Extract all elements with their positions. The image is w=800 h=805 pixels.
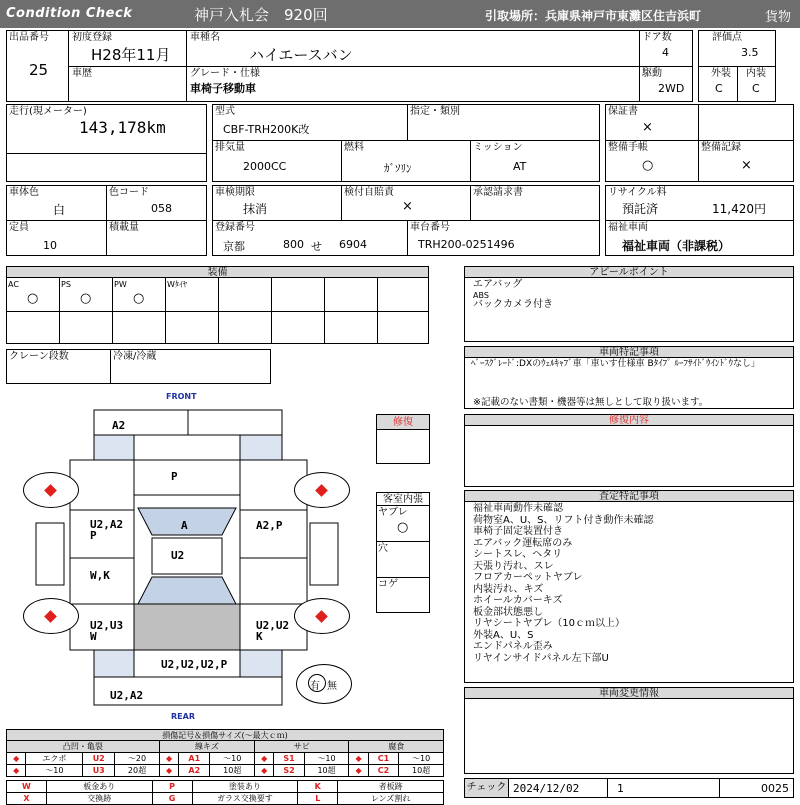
special-line2: ※記載のない書類・機器等は無しとして取り扱います。 [473, 397, 709, 408]
warranty-box: 保証書 × [605, 104, 699, 141]
legend-marker-icon: ◆ [349, 765, 368, 777]
model-box: 型式 CBF-TRH200K改 [212, 104, 408, 141]
front-label: FRONT [166, 392, 197, 401]
mileage-extra-box [6, 153, 207, 182]
plate-kana: せ [311, 240, 322, 253]
designation-box: 指定・類別 [407, 104, 600, 141]
cabin-title: 客室内張 [377, 493, 429, 506]
recycle-fee: 11,420円 [712, 202, 766, 216]
exterior-grade: C [715, 82, 723, 95]
interior-box: 内装 C [737, 66, 776, 102]
inspection-box: 車検期限 抹消 [212, 185, 342, 221]
inspection-notes-list: 福祉車両動作未確認 荷物室A、U、S、リフト付き動作未確認 車椅子固定装置付き エアバック運転席のみ シートスレ、ヘタリ 天張り汚れ、スレ フロアカーペットヤブレ 内装汚れ、キズ ホイールカバーキズ 板金部状態悪し リヤシートヤブレ（10ｃｍ以上） 外装A、U、S エンドパネル歪み リヤインサイドパネル左下部U [473, 503, 654, 664]
inspection-notes-box [464, 490, 794, 683]
repair-detail-title: 修復内容 [465, 415, 793, 426]
model: CBF-TRH200K改 [223, 123, 310, 136]
chassis-number: TRH200-0251496 [418, 238, 515, 251]
check-date: 2024/12/02 [513, 782, 580, 795]
plate-region: 京都 [223, 240, 245, 253]
maintenance-book-box: 整備手帳 ○ [605, 140, 699, 182]
car-name: ハイエースバン [249, 46, 353, 64]
color-box: 車体色 白 [6, 185, 107, 221]
check-code: 0025 [761, 782, 789, 795]
legend-marker-icon: ◆ [255, 765, 274, 777]
legend-marker-icon: ◆ [159, 753, 178, 765]
zone-windshield: A [181, 519, 188, 532]
special-line1: ﾍﾞｰｽｸﾞﾚｰﾄﾞ:DXのｳｪﾙｷｬﾌﾞ車「車いす仕様車 Bﾀｲﾌﾟ ﾙｰﾌｻｲﾄﾞｳｲﾝﾄﾞｳなし」 [471, 359, 761, 369]
rear-label: REAR [171, 712, 195, 721]
plate-class: 800 [283, 238, 304, 251]
fridge-box: 冷凍/冷蔵 [110, 349, 271, 384]
auto-liability: × [402, 199, 413, 214]
lot-box: 出品番号 25 [6, 30, 69, 102]
crane-box: クレーン段数 [6, 349, 111, 384]
zone-hood: P [171, 470, 178, 483]
doors-box: ドア数 4 [639, 30, 693, 67]
inspection-notes-title: 査定特記事項 [465, 491, 793, 502]
first-registration-box: 初度登録 H28年11月 [68, 30, 187, 67]
zone-top: A2 [112, 419, 126, 432]
drive: 2WD [658, 82, 685, 95]
cabin-tear: ○ [397, 520, 409, 535]
legend-marker-icon: ◆ [255, 753, 274, 765]
equipment-title: 装備 [7, 267, 428, 278]
sheet-title: Condition Check [6, 6, 133, 21]
auction-name: 神戸入札会 920回 [194, 6, 328, 24]
plate-box: 登録番号 京都 800 せ 6904 [212, 220, 408, 256]
mileage-box: 走行(現メーター) 143,178km [6, 104, 207, 154]
legend-marker-icon: ◆ [349, 753, 368, 765]
maintenance-book: ○ [642, 158, 654, 173]
legend-marker-icon: ◆ [7, 753, 26, 765]
zone-roof: U2 [171, 549, 185, 562]
maintenance-record: × [741, 158, 752, 173]
color-code: 058 [151, 202, 172, 215]
mission-box: ミッション AT [470, 140, 600, 182]
check-number: 1 [617, 782, 624, 795]
repair-box [376, 414, 430, 464]
interior-grade: C [752, 82, 760, 95]
changes-box [464, 687, 794, 774]
changes-title: 車両変更情報 [465, 688, 793, 699]
repair-detail-box [464, 414, 794, 487]
pickup-location: 引取場所：兵庫県神戸市東灘区住吉浜町 [485, 9, 702, 23]
welfare-type: 福祉車両（非課税） [622, 239, 731, 253]
displacement-box: 排気量 2000CC [212, 140, 342, 182]
grade-box: グレード・仕様 車椅子移動車 [186, 66, 640, 102]
history-box: 車歴 [68, 66, 187, 102]
mission: AT [513, 160, 527, 173]
drive-box: 駆動 2WD [639, 66, 693, 102]
approval-box: 承認請求書 [470, 185, 600, 221]
header-bar [0, 0, 800, 28]
color-code-box: 色コード 058 [106, 185, 207, 221]
displacement: 2000CC [243, 160, 287, 173]
legend-marker-icon: ◆ [159, 765, 178, 777]
auto-liability-box: 検付自賠責 × [341, 185, 471, 221]
recycle-status: 預託済 [622, 202, 659, 216]
fuel: ｶﾞｿﾘﾝ [384, 162, 412, 175]
car-name-box: 車種名 ハイエースバン [186, 30, 640, 67]
warranty-extra-box [698, 104, 794, 141]
fuel-box: 燃料 ｶﾞｿﾘﾝ [341, 140, 471, 182]
zone-left-mid: W,K [90, 569, 110, 582]
cabin-box: 客室内張 ヤブレ ○ 穴 コゲ [376, 492, 430, 613]
mileage: 143,178km [79, 118, 166, 137]
zone-left-front-door: U2,A2 P [90, 518, 124, 542]
score-box: 評価点 3.5 [698, 30, 776, 67]
spare-tire-no: 無 [327, 681, 337, 692]
first-registration: H28年11月 [91, 46, 171, 64]
chassis-box: 車台番号 TRH200-0251496 [407, 220, 600, 256]
maintenance-record-box: 整備記録 × [698, 140, 794, 182]
score: 3.5 [741, 46, 759, 59]
capacity: 10 [43, 239, 57, 252]
damage-legend: 損傷記号＆損傷サイズ(～最大ｃｍ) 凸凹・亀裂 線キズ サビ 腐食 ◆ エクボ U2 ～20 ◆ A1 ～10 ◆ S1 ～10 ◆ C1 ～10 ◆ ～10 U3 20超 ◆ A2 10超 ◆ S2 10超 ◆ C2 10超 W 板金あり P 塗装あり K 者板跡 X 交換跡 G ガラス交換要す L レンズ割れ [6, 729, 444, 805]
appeal-title: アピールポイント [465, 267, 793, 278]
lot-number: 25 [29, 61, 49, 79]
capacity-box: 定員 10 [6, 220, 107, 256]
zone-right-rear: U2,U2 K [256, 619, 290, 643]
equipment-box: 装備 AC ○ PS ○ PW ○ Wﾀｲﾔ [6, 266, 429, 344]
legend-marker-icon: ◆ [7, 765, 26, 777]
special-title: 車両特記事項 [465, 347, 793, 358]
inspection-expiry: 抹消 [243, 202, 268, 216]
check-label: チェック [465, 779, 509, 797]
legend-title: 損傷記号＆損傷サイズ(～最大ｃｍ) [6, 729, 444, 740]
zone-rear-panel: U2,U2,U2,P [161, 658, 228, 671]
grade: 車椅子移動車 [190, 82, 256, 95]
check-footer [464, 778, 794, 798]
equip-pw: ○ [133, 291, 145, 306]
load-box: 積載量 [106, 220, 207, 256]
warranty: × [642, 120, 653, 135]
recycle-box: リサイクル料 預託済 11,420円 [605, 185, 794, 221]
equip-ac: ○ [27, 291, 39, 306]
welfare-box: 福祉車両 福祉車両（非課税） [605, 220, 794, 256]
doors: 4 [662, 46, 669, 59]
vehicle-category: 貨物 [765, 10, 792, 25]
special-box [464, 346, 794, 409]
spare-tire-yes: 有 [310, 681, 320, 692]
zone-right-front-door: A2,P [256, 519, 283, 532]
appeal-box: アピールポイント エアバッグ ABS バックカメラ付き [464, 266, 794, 342]
zone-bumper: U2,A2 [110, 689, 144, 702]
zone-left-rear: U2,U3 W [90, 619, 124, 643]
equip-ps: ○ [80, 291, 92, 306]
plate-number: 6904 [339, 238, 367, 251]
damage-diagram [0, 390, 380, 725]
repair-title: 修復 [377, 415, 429, 430]
exterior-box: 外装 C [698, 66, 738, 102]
body-color: 白 [53, 203, 66, 217]
